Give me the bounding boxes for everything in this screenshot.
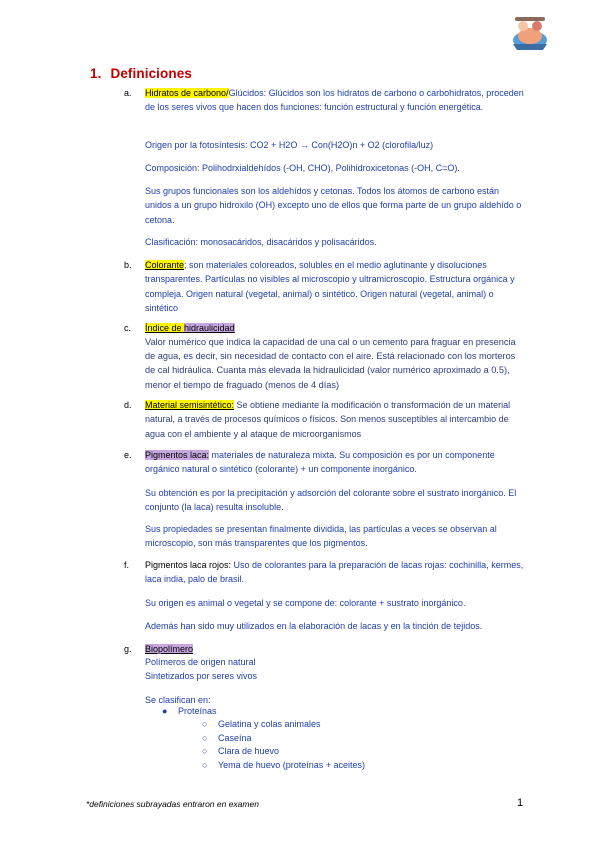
footer-note: *definiciones subrayadas entraron en examen <box>86 799 259 809</box>
term-pigmentos-laca-rojos: Pigmentos laca rojos: <box>145 560 232 570</box>
circle-bullet-icon: ○ <box>202 746 208 757</box>
definition-item-a <box>124 86 524 115</box>
term-material-semisintetico: Material semisintético: <box>145 400 235 410</box>
paragraph: Se clasifican en: <box>145 695 211 705</box>
definition-text: materiales de naturaleza mixta. Su composición es por un componente orgánico natural o sintético (colorante) + un componente inorgánico. <box>145 450 495 475</box>
bullet-icon: ● <box>162 706 168 716</box>
term-hidraulicidad: hidraulicidad <box>184 323 235 333</box>
item-marker: c. <box>124 323 132 333</box>
circle-bullet-icon: ○ <box>202 732 208 743</box>
paragraph: Composición: Polihodrxialdehídos (-OH, CHO), Polihidroxicetonas (-OH, C=O). <box>145 163 460 173</box>
page-number: 1 <box>517 797 524 809</box>
list-item: ○ Gelatina y colas animales <box>202 718 365 732</box>
circle-bullet-icon: ○ <box>202 719 208 729</box>
definition-item-d <box>124 398 526 441</box>
list-item: ○ Caseína <box>202 732 365 746</box>
paragraph: Además han sido muy utilizados en la elaboración de lacas y en la tinción de tejidos. <box>145 621 483 631</box>
definition-item-b <box>124 258 524 316</box>
list-item: ○ Yema de huevo (proteínas + aceites) <box>202 759 365 773</box>
list-item: ○ Clara de huevo <box>202 745 365 759</box>
heading-number: 1. <box>90 66 102 81</box>
definition-text: Uso de colorantes para la preparación de lacas rojas: cochinilla, kermes, laca india, palo de brasil. <box>145 560 524 585</box>
definition-item-f <box>124 558 524 587</box>
logo-image <box>507 14 553 54</box>
paragraph: Origen por la fotosíntesis: CO2 + H2O → Con(H2O)n + O2 (clorofila/luz) <box>145 140 434 150</box>
definition-text: Glúcidos: Glúcidos son los hidratos de carbono o carbohidratos, proceden de los seres vivos que hacen dos funciones: función estructural y función energética. <box>145 88 524 113</box>
item-marker: g. <box>124 644 132 654</box>
term-colorante: Colorante <box>145 260 185 270</box>
paragraph: Polímeros de origen natural Sintetizados por seres vivos <box>145 657 258 682</box>
section-heading <box>90 66 192 81</box>
definition-item-e <box>124 448 524 477</box>
paragraph: Sus propiedades se presentan finalmente dividida, las partículas a veces se observan al microscopio, son más transparentes que los pigmentos. <box>145 524 497 549</box>
term-pigmentos-laca: Pigmentos laca: <box>145 450 210 460</box>
sublist <box>202 718 365 772</box>
circle-bullet-icon: ○ <box>202 759 208 770</box>
paragraph: Su obtención es por la precipitación y adsorción del colorante sobre el sustrato inorgánico. El conjunto (la laca) resulta insoluble. <box>145 488 517 513</box>
item-marker: f. <box>124 560 130 570</box>
paragraph: Valor numérico que indica la capacidad de una cal o un cemento para fraguar en presencia de agua, es decir, sin necesidad de contacto con el aire. Está relacionado con los morteros de cal hidráulica. Cuanta más elevada la hidraulicidad (valor numérico aproximado a 0.5), menor el tiempo de fraguado (menos de 4 días) <box>145 337 516 390</box>
term-indice-de: Índice de <box>145 323 185 333</box>
paragraph: Sus grupos funcionales son los aldehídos y cetonas. Todos los átomos de carbono están unidos a un grupo hidroxilo (OH) excepto uno de ellos que forma parte de un grupo aldehído o cetona. <box>145 186 522 225</box>
definition-item-c <box>124 321 524 335</box>
item-marker: a. <box>124 88 132 98</box>
list-item: ● Proteínas <box>162 705 217 719</box>
item-marker: d. <box>124 400 132 410</box>
item-marker: e. <box>124 450 132 460</box>
definition-text: ; son materiales coloreados, solubles en el medio aglutinante y disoluciones transparentes. Partículas no visibles al microscopio y ultramicroscopio. Estructura orgánica y compleja. Origen natural (vegetal, animal) o sintético. Origen natural (vegetal, animal) o sintético <box>145 260 515 314</box>
term-hidratos-de-carbono: Hidratos de carbono/ <box>145 88 229 98</box>
term-biopolimero: Biopolímero <box>145 644 194 654</box>
definition-text: Se obtiene mediante la modificación o transformación de un material natural, a través de procesos químicos o físicos. Son menos susceptibles al intercambio de agua con el ambiente y al ataque de microorganismos <box>145 400 511 439</box>
paragraph: Clasificación: monosacáridos, disacáridos y polisacáridos. <box>145 237 377 247</box>
item-marker: b. <box>124 260 132 270</box>
heading-title: Definiciones <box>110 66 192 81</box>
paragraph: Su origen es animal o vegetal y se compone de: colorante + sustrato inorgánico. <box>145 598 466 608</box>
